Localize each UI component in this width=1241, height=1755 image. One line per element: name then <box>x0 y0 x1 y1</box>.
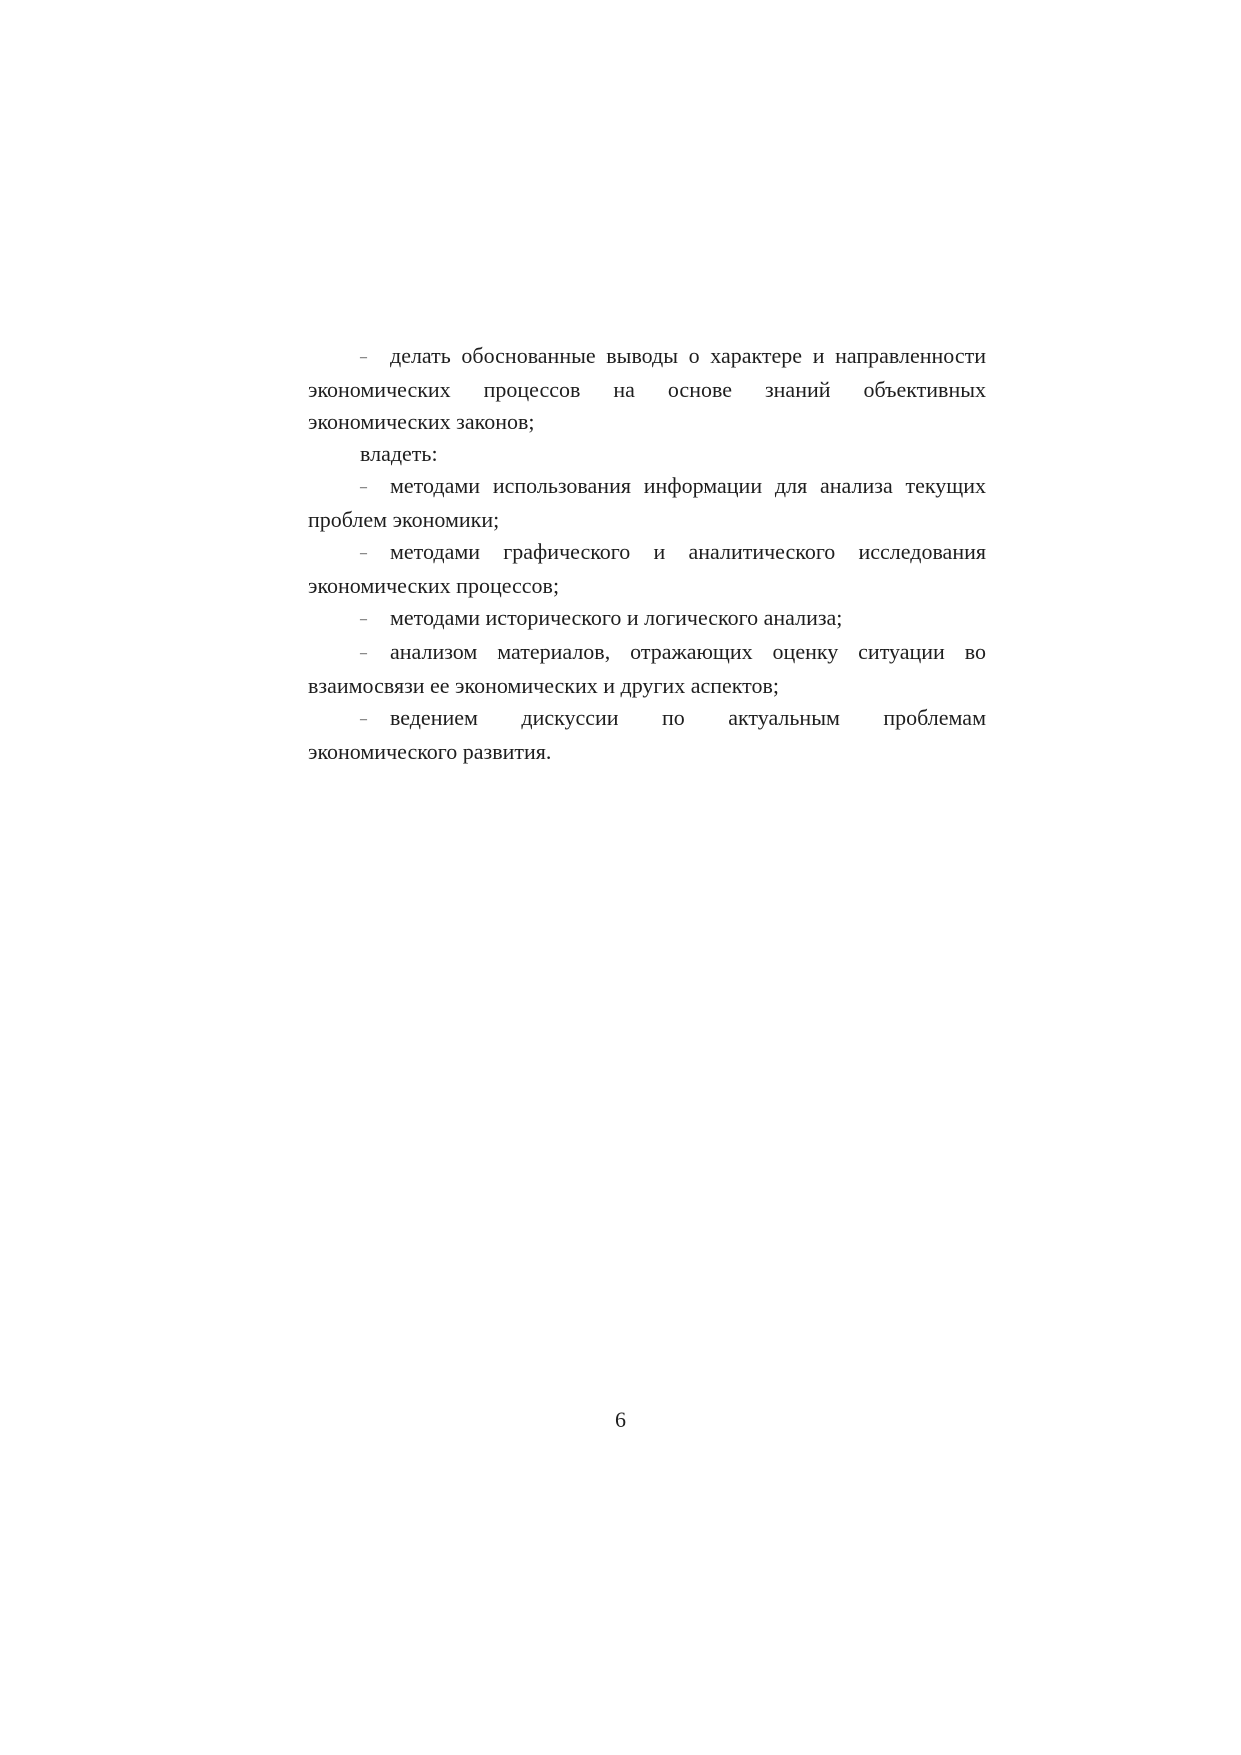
list-item-text: ведением дискуссии по актуальным проблемам экономического развития. <box>308 705 986 764</box>
dash-marker: – <box>360 646 367 661</box>
list-item <box>308 702 986 768</box>
list-item <box>308 602 986 636</box>
section-label-text: владеть: <box>360 441 438 466</box>
dash-marker: – <box>360 546 367 561</box>
dash-marker: – <box>360 350 367 365</box>
list-item-text: методами исторического и логического анализа; <box>390 605 843 630</box>
list-item <box>308 340 986 438</box>
page-number: 6 <box>615 1407 626 1432</box>
list-item-text: делать обоснованные выводы о характере и направленности экономических процессов на основе знаний объективных экономических законов; <box>308 343 986 434</box>
list-item <box>308 536 986 602</box>
body-text <box>308 340 986 768</box>
list-item-text: методами графического и аналитического исследования экономических процессов; <box>308 539 986 598</box>
dash-marker: – <box>360 480 367 495</box>
list-item-text: методами использования информации для анализа текущих проблем экономики; <box>308 473 986 532</box>
dash-marker: – <box>360 612 367 627</box>
dash-marker: – <box>360 712 367 727</box>
list-item <box>308 470 986 536</box>
section-label <box>308 438 986 470</box>
list-item <box>308 636 986 702</box>
list-item-text: анализом материалов, отражающих оценку ситуации во взаимосвязи ее экономических и других аспектов; <box>308 639 986 698</box>
